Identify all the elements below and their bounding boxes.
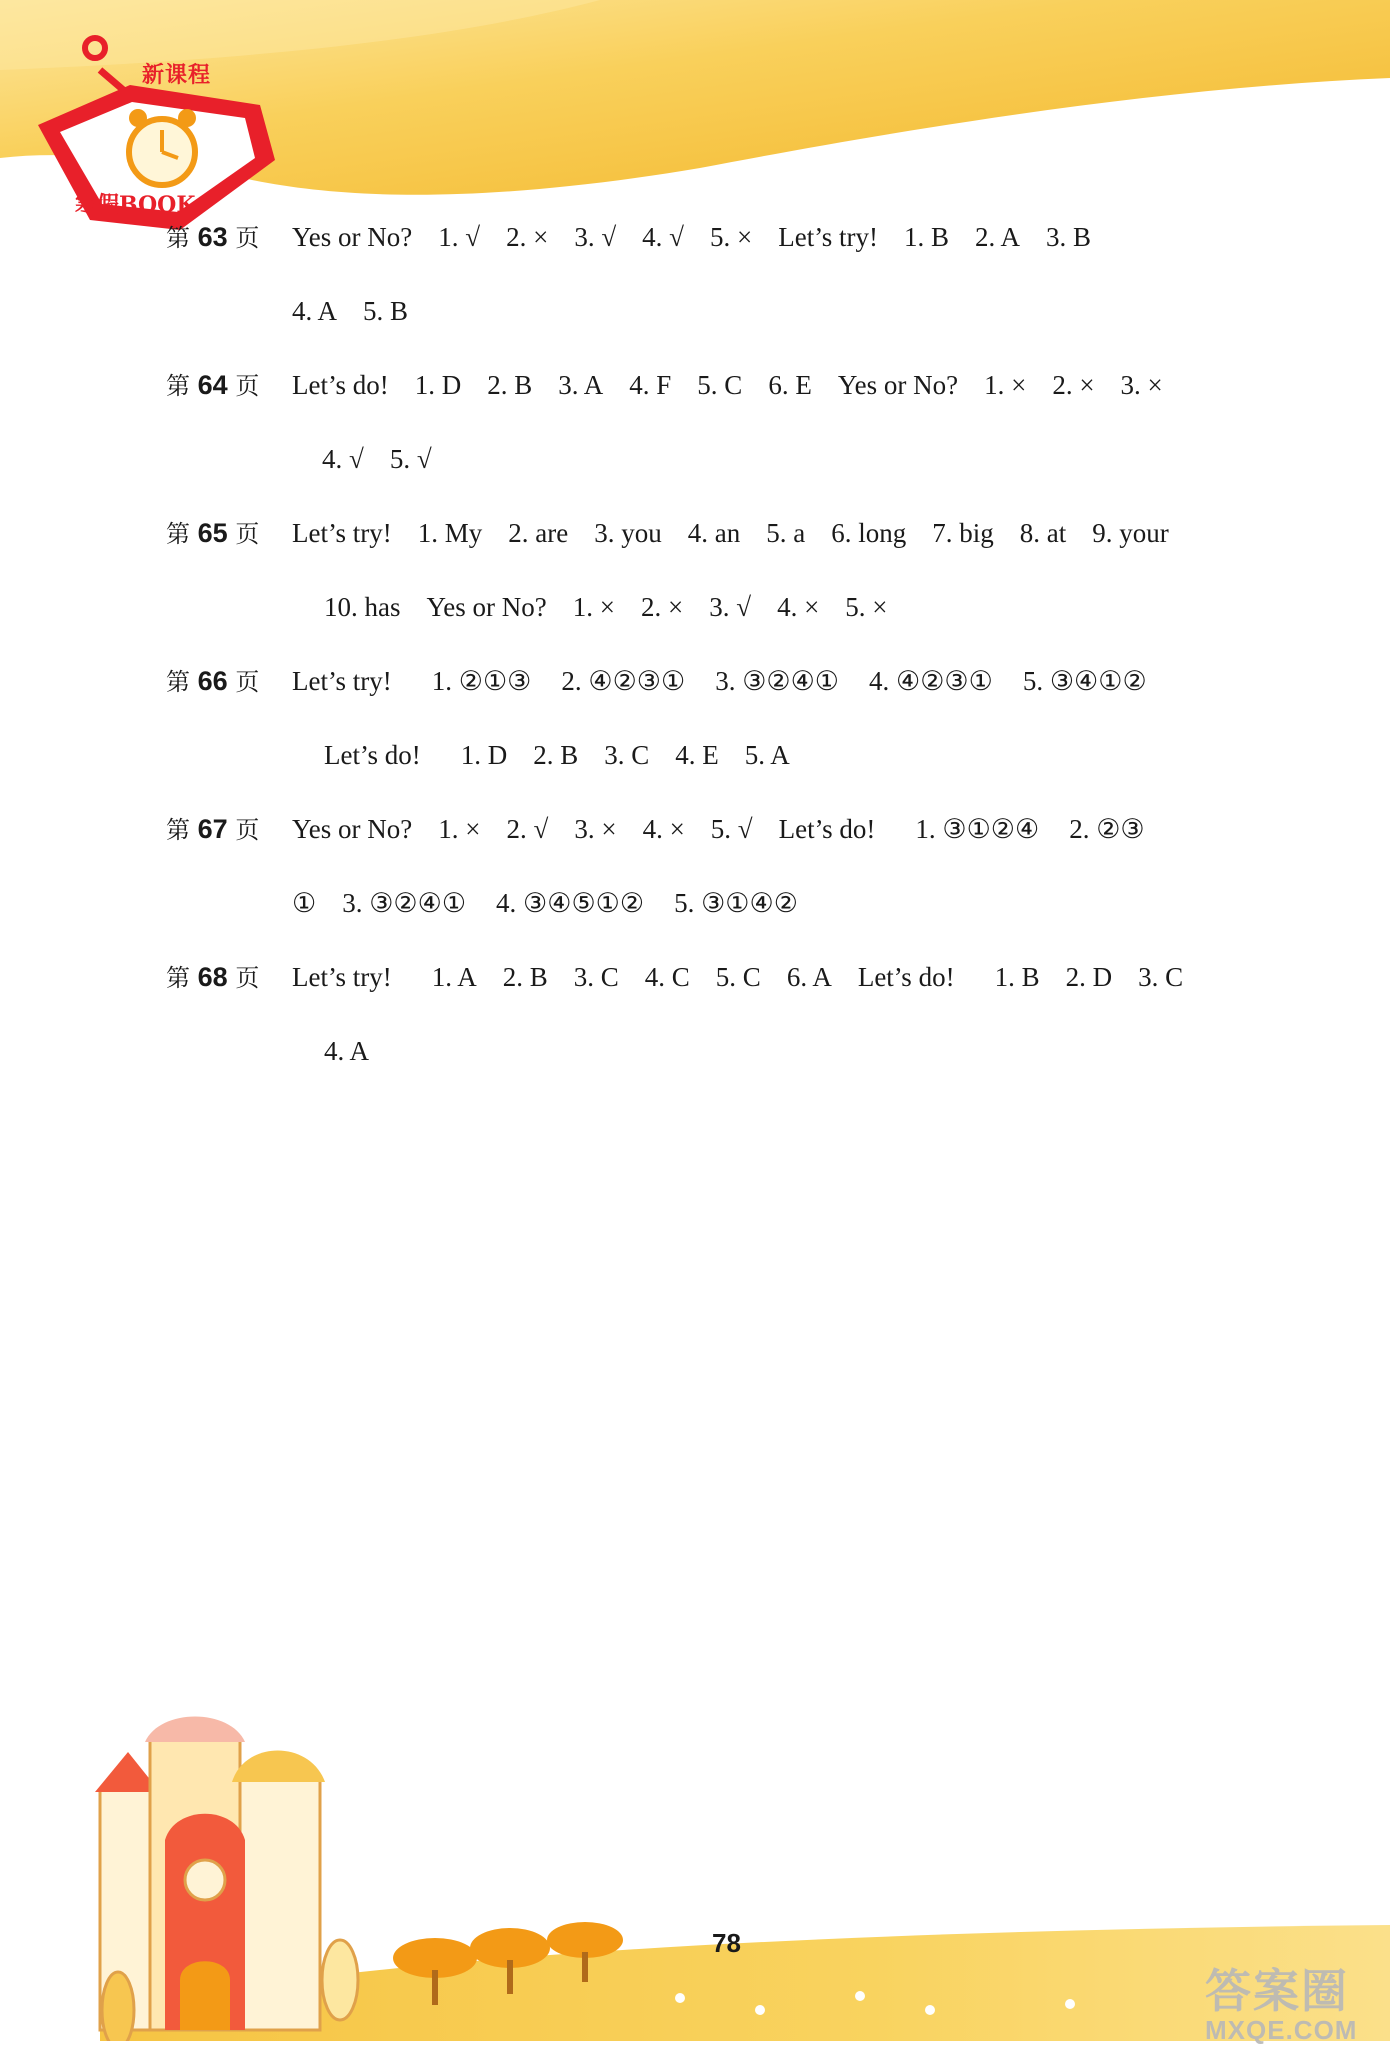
answer-row-p66 bbox=[166, 644, 1306, 718]
answer-segment: 5. a bbox=[766, 518, 806, 548]
answer-segment: 5. ③④①② bbox=[1022, 666, 1147, 696]
answer-segment: 2. ②③ bbox=[1069, 814, 1145, 844]
answer-segment: 2. are bbox=[508, 518, 569, 548]
page-label: 第 66 页 bbox=[166, 666, 260, 696]
answer-segment: Yes or No? bbox=[837, 370, 959, 400]
answer-segment: 5. B bbox=[363, 296, 409, 326]
answer-row-p68-cont bbox=[166, 1014, 1306, 1088]
logo-top-text: 新课程 bbox=[142, 63, 212, 88]
answer-segment: 5. × bbox=[845, 592, 888, 622]
answer-segment: 2. × bbox=[1052, 370, 1095, 400]
answer-segment: 4. A bbox=[292, 296, 338, 326]
answer-segment: 8. at bbox=[1019, 518, 1067, 548]
answer-segment: 3. × bbox=[1120, 370, 1163, 400]
answer-segment: ① bbox=[292, 888, 317, 918]
watermark-title: 答案圈 bbox=[1205, 1965, 1349, 2017]
answer-segment: 1. ③①②④ bbox=[915, 814, 1040, 844]
answer-segment: 2. B bbox=[533, 740, 579, 770]
answer-segment: 1. D bbox=[414, 370, 462, 400]
castle-scene bbox=[0, 1680, 1390, 2041]
answer-row-p65-cont bbox=[166, 570, 1306, 644]
answer-segment: 4. × bbox=[642, 814, 685, 844]
answer-segment: 3. A bbox=[558, 370, 604, 400]
answer-segment: 3. √ bbox=[574, 222, 617, 252]
answer-row-p64 bbox=[166, 348, 1306, 422]
answer-segment: 4. an bbox=[687, 518, 741, 548]
answer-segment: 4. √ bbox=[642, 222, 684, 252]
answer-segment: 3. you bbox=[594, 518, 662, 548]
answer-segment: 3. B bbox=[1045, 222, 1091, 252]
watermark bbox=[1205, 1955, 1357, 2046]
answer-segment: Yes or No? bbox=[292, 814, 413, 844]
answer-segment: Let’s try! bbox=[778, 222, 878, 252]
answer-segment: 3. √ bbox=[709, 592, 752, 622]
answer-segment: Let’s do! bbox=[292, 370, 389, 400]
answer-segment: 2. √ bbox=[506, 814, 549, 844]
answer-segment: 9. your bbox=[1092, 518, 1169, 548]
answer-segment: 3. ③②④① bbox=[342, 888, 467, 918]
answer-segment: Let’s try! bbox=[292, 666, 392, 696]
page-label: 第 67 页 bbox=[166, 814, 260, 844]
answer-segment: 2. B bbox=[502, 962, 548, 992]
watermark-url: MXQE.COM bbox=[1205, 2015, 1358, 2045]
answer-segment: 1. × bbox=[572, 592, 615, 622]
answer-segment: 7. big bbox=[932, 518, 994, 548]
answer-segment: 3. × bbox=[574, 814, 617, 844]
answer-segment: 4. √ bbox=[322, 444, 364, 474]
answer-row-p63 bbox=[166, 200, 1306, 274]
answer-segment: 2. B bbox=[487, 370, 533, 400]
answer-segment: 5. √ bbox=[710, 814, 753, 844]
answer-segment: 1. D bbox=[460, 740, 508, 770]
answer-row-p68 bbox=[166, 940, 1306, 1014]
answer-segment: 1. × bbox=[984, 370, 1027, 400]
answer-segment: Let’s try! bbox=[292, 518, 392, 548]
answer-segment: Yes or No? bbox=[426, 592, 547, 622]
answer-segment: 3. C bbox=[1138, 962, 1184, 992]
answer-segment: 4. ④②③① bbox=[869, 666, 993, 696]
answer-segment: 1. B bbox=[994, 962, 1040, 992]
answer-segment: Let’s do! bbox=[324, 740, 421, 770]
castle-icon bbox=[95, 1717, 358, 2042]
answer-segment: 3. C bbox=[604, 740, 650, 770]
answer-segment: 2. ④②③① bbox=[561, 666, 686, 696]
answer-segment: 4. ③④⑤①② bbox=[496, 888, 645, 918]
answer-segment: 5. √ bbox=[389, 444, 432, 474]
answer-segment: 1. My bbox=[417, 518, 483, 548]
answer-segment: 6. A bbox=[786, 962, 832, 992]
answer-segment: 6. long bbox=[831, 518, 907, 548]
answer-segment: 4. F bbox=[629, 370, 672, 400]
page-label: 第 63 页 bbox=[166, 222, 260, 252]
answer-segment: 1. ②①③ bbox=[431, 666, 532, 696]
answer-segment: 2. × bbox=[641, 592, 684, 622]
page-label: 第 65 页 bbox=[166, 518, 260, 548]
answer-segment: 5. C bbox=[697, 370, 743, 400]
page-label: 第 64 页 bbox=[166, 370, 260, 400]
answer-segment: 2. A bbox=[974, 222, 1020, 252]
answer-segment: 6. E bbox=[768, 370, 812, 400]
answer-segment: 5. ③①④② bbox=[674, 888, 798, 918]
answer-segment: 2. D bbox=[1065, 962, 1113, 992]
page-number: 78 bbox=[712, 1928, 741, 1958]
answer-segment: 1. √ bbox=[438, 222, 481, 252]
answer-segment: 1. × bbox=[438, 814, 481, 844]
answer-segment: Yes or No? bbox=[292, 222, 413, 252]
answer-segment: 1. A bbox=[431, 962, 477, 992]
answer-segment: 10. has bbox=[324, 592, 401, 622]
answer-row-p64-cont bbox=[166, 422, 1306, 496]
answer-segment: 4. × bbox=[777, 592, 820, 622]
answer-segment: 1. B bbox=[903, 222, 949, 252]
answer-row-p63-cont bbox=[166, 274, 1306, 348]
answer-segment: 5. C bbox=[715, 962, 761, 992]
answer-segment: Let’s do! bbox=[857, 962, 955, 992]
answer-row-p65 bbox=[166, 496, 1306, 570]
answer-segment: 3. C bbox=[573, 962, 619, 992]
answer-segment: 4. C bbox=[644, 962, 690, 992]
answer-row-p66-cont bbox=[166, 718, 1306, 792]
answer-segment: Let’s try! bbox=[292, 962, 392, 992]
logo-bottom-text: 寒假BOOK bbox=[75, 192, 196, 218]
answer-row-p67-cont bbox=[166, 866, 1306, 940]
answer-segment: 5. × bbox=[709, 222, 753, 252]
answer-segment: 3. ③②④① bbox=[715, 666, 840, 696]
answer-segment: 5. A bbox=[744, 740, 790, 770]
answer-row-p67 bbox=[166, 792, 1306, 866]
answer-segment: Let’s do! bbox=[778, 814, 876, 844]
answer-segment: 4. A bbox=[324, 1036, 370, 1066]
page-label: 第 68 页 bbox=[166, 962, 260, 992]
answer-list bbox=[166, 200, 1306, 1088]
answer-segment: 2. × bbox=[506, 222, 549, 252]
answer-segment: 4. E bbox=[675, 740, 719, 770]
